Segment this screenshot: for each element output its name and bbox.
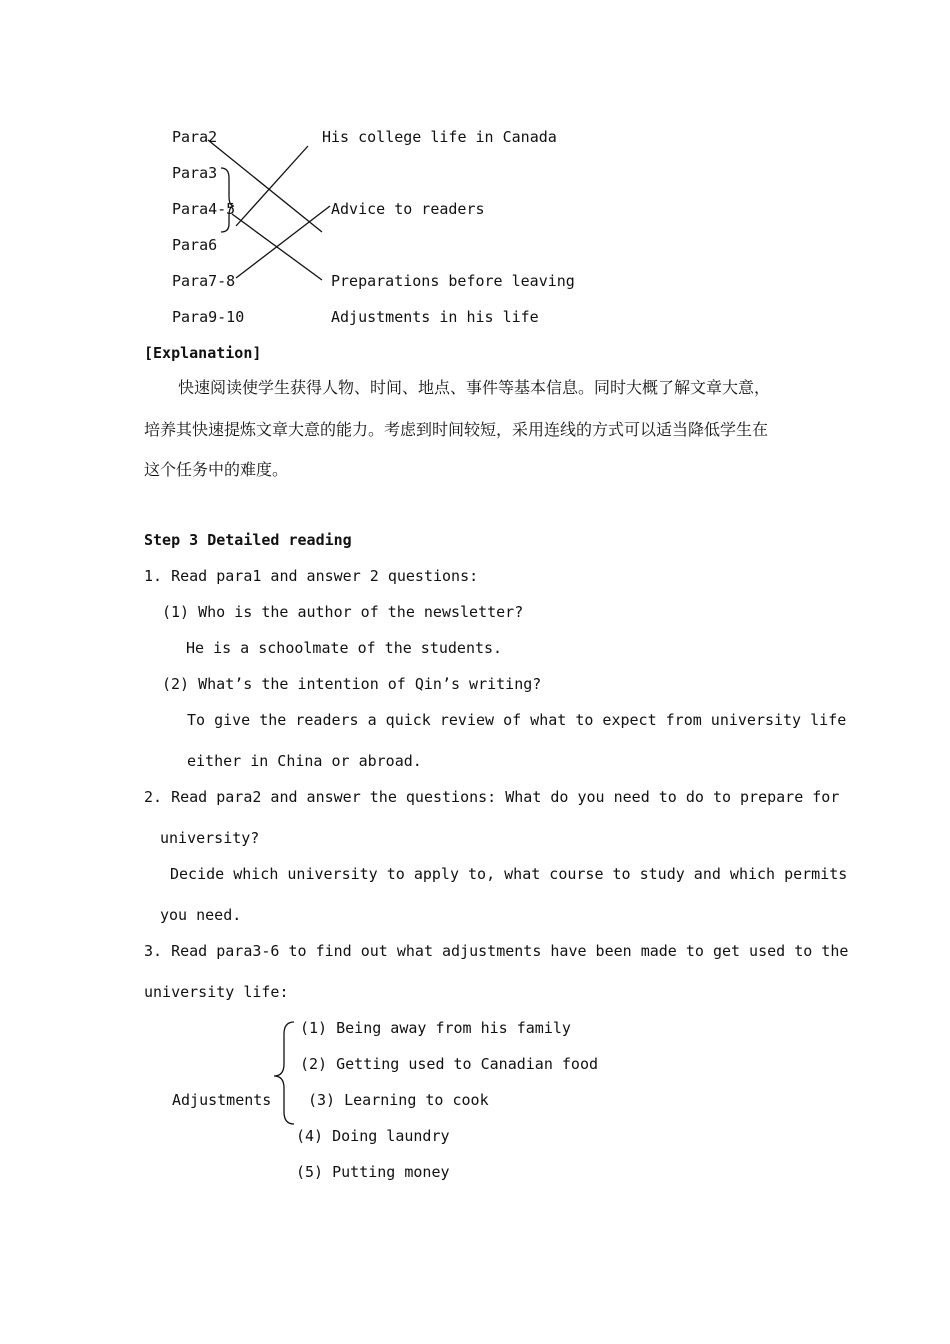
adjustment-item-2: (2) Getting used to Canadian food [300,1055,599,1073]
answer-1-2-line-1: To give the readers a quick review of what to expect from university life [187,711,847,729]
adjustments-label: Adjustments [172,1091,272,1109]
explanation-heading: [Explanation] [144,344,262,362]
topic-advice: Advice to readers [331,200,485,218]
topic-college-life: His college life in Canada [322,128,557,146]
para-label-6: Para6 [172,236,218,254]
answer-1-1: He is a schoolmate of the students. [186,639,503,657]
question-1-1: (1) Who is the author of the newsletter? [162,603,524,621]
question-3-line-1: 3. Read para3-6 to find out what adjustments have been made to get used to the [144,942,849,960]
para-label-3: Para3 [172,164,218,182]
adjustments-brace-icon [274,1022,294,1124]
question-1-2: (2) What’s the intention of Qin’s writing? [162,675,542,693]
question-1: 1. Read para1 and answer 2 questions: [144,567,479,585]
topic-preparations: Preparations before leaving [331,272,575,290]
explanation-line-2: 培养其快速提炼文章大意的能力。考虑到时间较短，采用连线的方式可以适当降低学生在 [144,420,769,439]
adjustment-item-3: (3) Learning to cook [308,1091,489,1109]
para-label-7-8: Para7-8 [172,272,236,290]
question-2-line-1: 2. Read para2 and answer the questions: What do you need to do to prepare for [144,788,840,806]
question-3-line-2: university life: [144,983,289,1001]
para-label-4-5: Para4-5 [172,200,236,218]
adjustment-item-4: (4) Doing laundry [296,1127,450,1145]
answer-2-line-1: Decide which university to apply to, what course to study and which permits [170,865,848,883]
answer-1-2-line-2: either in China or abroad. [187,752,422,770]
para-label-2: Para2 [172,128,218,146]
question-2-line-2: university? [160,829,260,847]
topic-adjustments: Adjustments in his life [331,308,539,326]
para-label-9-10: Para9-10 [172,308,245,326]
answer-2-line-2: you need. [160,906,242,924]
step3-heading: Step 3 Detailed reading [144,531,352,549]
explanation-line-3: 这个任务中的难度。 [144,460,289,479]
explanation-line-1: 快速阅读使学生获得人物、时间、地点、事件等基本信息。同时大概了解文章大意， [178,378,771,397]
adjustment-item-5: (5) Putting money [296,1163,450,1181]
adjustment-item-1: (1) Being away from his family [300,1019,571,1037]
